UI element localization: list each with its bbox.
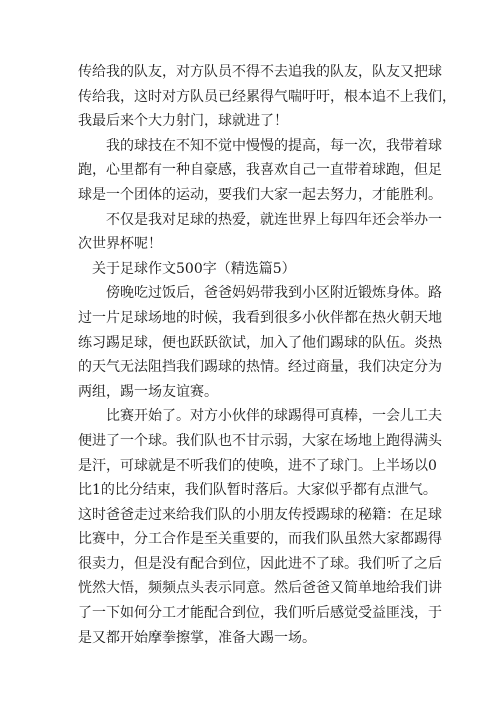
text-line: 比赛中，分工合作是至关重要的，而我们队虽然大家都踢得 — [78, 531, 442, 548]
text-line: 我的球技在不知不觉中慢慢的提高，每一次，我带着球 — [106, 137, 442, 154]
text-line: 便进了一个球。我们队也不甘示弱，大家在场地上跑得满头 — [78, 432, 442, 449]
text-line: 传给我，这时对方队员已经累得气喘吁吁，根本追不上我们， — [78, 88, 456, 105]
text-line: 练习踢足球，便也跃跃欲试，加入了他们踢球的队伍。炎热 — [78, 334, 442, 351]
text-line: 我最后来个大力射门，球就进了！ — [78, 113, 288, 130]
text-line: 这时爸爸走过来给我们队的小朋友传授踢球的秘籍：在足球 — [78, 506, 442, 523]
text-line: 是汗，可球就是不听我们的使唤，进不了球门。上半场以0 — [78, 457, 437, 474]
text-line: 比1的比分结束，我们队暂时落后。大家似乎都有点泄气。 — [78, 482, 437, 499]
text-line: 传给我的队友，对方队员不得不去追我的队友，队友又把球 — [78, 64, 442, 80]
text-line: 球是一个团体的运动，要我们大家一起去努力，才能胜利。 — [78, 186, 442, 203]
text-line: 两组，踢一场友谊赛。 — [78, 383, 218, 400]
text-line: 的天气无法阻挡我们踢球的热情。经过商量，我们决定分为 — [78, 359, 442, 376]
text-line: 傍晚吃过饭后，爸爸妈妈带我到小区附近锻炼身体。路 — [106, 285, 442, 302]
document-body — [78, 60, 456, 650]
text-line: 不仅是我对足球的热爱，就连世界上每四年还会举办一 — [106, 211, 442, 228]
text-line: 过一片足球场地的时候，我看到很多小伙伴都在热火朝天地 — [78, 309, 442, 326]
text-line: 恍然大悟，频频点头表示同意。然后爸爸又简单地给我们讲 — [78, 580, 442, 597]
section-heading: 关于足球作文500字（精选篇5） — [92, 260, 296, 277]
text-line: 很卖力，但是没有配合到位，因此进不了球。我们听了之后 — [78, 555, 442, 572]
text-line: 了一下如何分工才能配合到位，我们听后感觉受益匪浅，于 — [78, 605, 442, 622]
text-line: 次世界杯呢！ — [78, 236, 162, 253]
text-line: 比赛开始了。对方小伙伴的球踢得可真棒，一会儿工夫 — [106, 408, 442, 425]
text-line: 是又都开始摩拳擦掌，准备大踢一场。 — [78, 629, 316, 646]
text-line: 跑，心里都有一种自豪感，我喜欢自己一直带着球跑，但足 — [78, 162, 442, 179]
